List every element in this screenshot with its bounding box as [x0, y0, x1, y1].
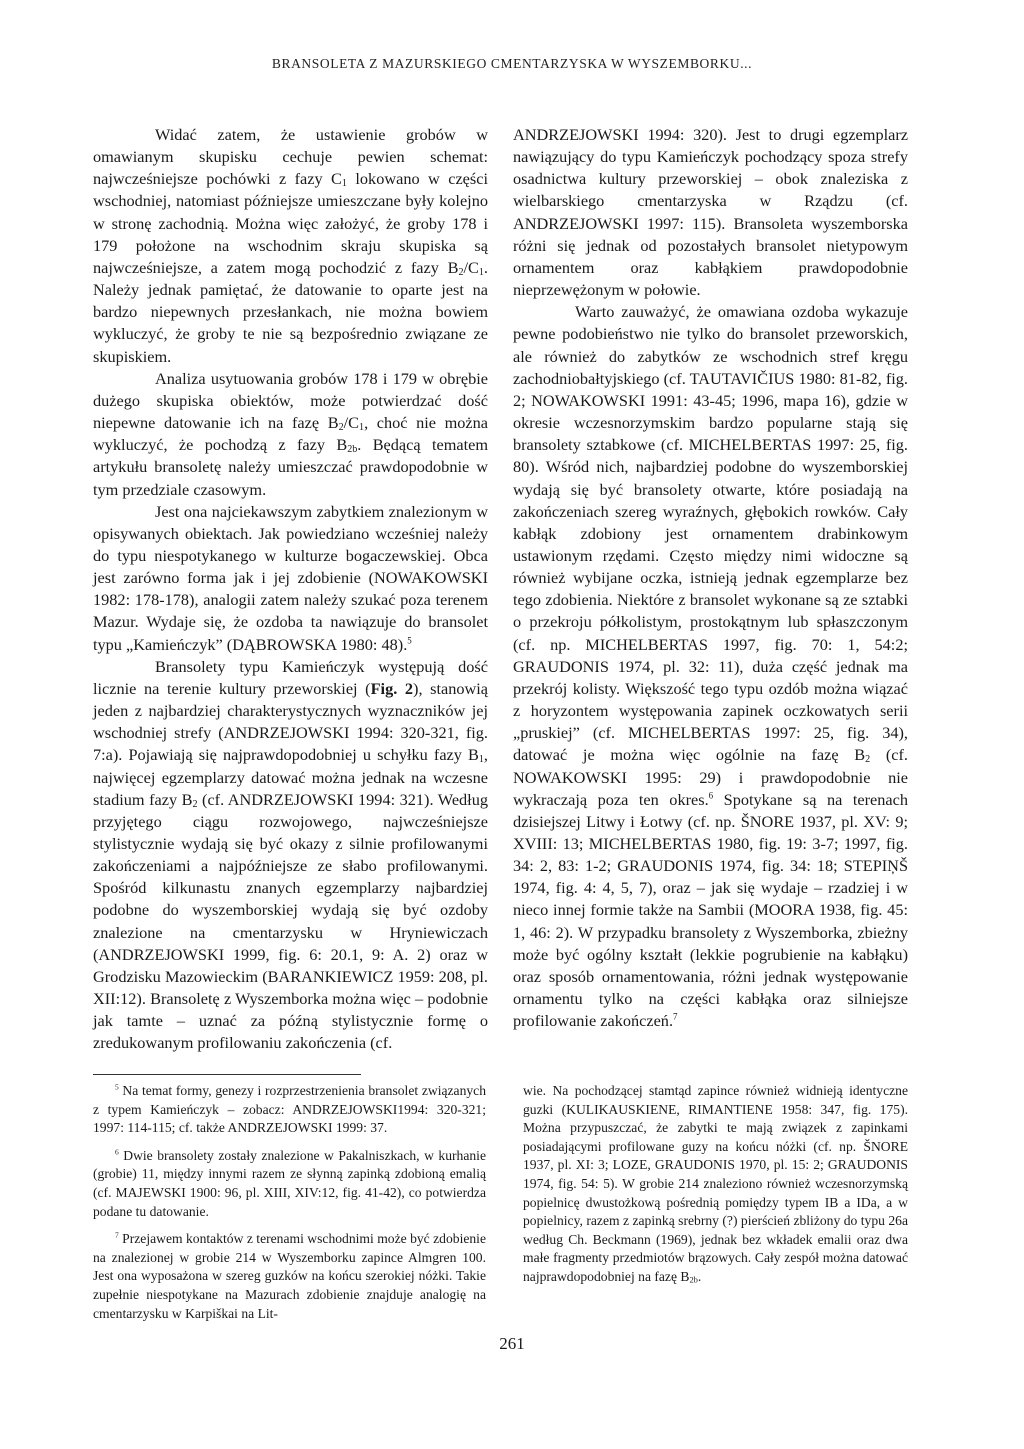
footnote-rule — [93, 1074, 361, 1075]
text-run: . Będącą tematem artykułu bransoletę należy umieszczać prawdopodobnie w tym przedziale czasowym. — [93, 435, 488, 499]
subscript: 2b — [689, 1274, 698, 1285]
text-run: lokowano w części wschodniej, natomiast późniejsze umieszczane były kolejno w stronę zachodnią. Można więc założyć, że groby 178 i 179 położone na wschodnim skraju skupiska są najwcześniejsze, a zatem mogą pochodzić z fazy B — [93, 169, 488, 277]
footnote-number: 7 — [115, 1230, 119, 1240]
right-column — [513, 124, 908, 1032]
text-run: Jest ona najciekawszym zabytkiem znalezionym w opisywanych obiektach. Jak powiedziano wcześniej należy do typu niespotykanego w kulturze bogaczewskiej. Obca jest zarówno forma jak i jej zdobienie (NOWAKOWSKI 1982: 178-178), analogii zatem należy szukać poza terenem Mazur. Wydaje się, że ozdoba ta nawiązuje do bransolet typu „Kamieńczyk” (DĄBROWSKA 1980: 48). — [93, 501, 488, 654]
text-run: /C — [343, 413, 360, 433]
footnote-text: . — [697, 1268, 702, 1284]
text-run: Widać zatem, że ustawienie grobów w omawianym skupisku cechuje pewien schemat: najwcześniejsze pochówki z fazy C — [93, 125, 488, 189]
text-run: , najwięcej egzemplarzy datować można jednak na wczesne stadium fazy B — [93, 745, 488, 809]
paragraph-6 — [513, 301, 908, 1032]
footnote-ref-7[interactable]: 7 — [673, 1011, 678, 1022]
footnote-ref-6[interactable]: 6 — [708, 789, 714, 800]
subscript: 1 — [478, 754, 484, 766]
subscript: 2 — [458, 266, 464, 278]
text-run: /C — [463, 257, 479, 277]
text-run: Analiza usytuowania grobów 178 i 179 w obrębie dużego skupiska obiektów, może potwierdzać dość niepewne datowanie ich na fazę B — [93, 368, 488, 433]
paragraph-2 — [93, 368, 488, 501]
text-run: Spotykane są na terenach dzisiejszej Litwy i Łotwy (cf. np. ŠNORE 1937, pl. XV: 9; XVIII: 13; MICHELBERTAS 1980, fig. 19: 3-7; 1997, fig. 34: 2, 83: 1-2; GRAUDONIS 1974, fig. 34: 18; STEPIŅŠ 1974, fig. 4: 4, 5, 7), oraz – jak się wydaje – rzadziej i w nieco innej formie także na Sambii (MOORA 1938, fig. 45: 1, 46: 2). W przypadku bransolety z Wyszemborka, zbieżny może być ogólny kształt (lekkie pogrubienie na kabłąku) oraz sposób ornamentowania, różni jednak występowanie ornamentu tylko na części kabłąka oraz silniejsze profilowanie zakończeń. — [513, 789, 908, 1031]
footnote-number: 5 — [115, 1082, 119, 1092]
subscript: 1 — [359, 421, 365, 433]
text-run: , choć nie można wykluczyć, że pochodzą z fazy B — [93, 413, 488, 455]
subscript: 1 — [341, 178, 347, 190]
footnote-ref-5[interactable]: 5 — [407, 634, 412, 645]
text-run: . Należy jednak pamiętać, że datowanie to oparte jest na bardzo niepewnych przesłankach, nie można bowiem wykluczyć, że groby te nie są bezpośrednio związane ze skupiskiem. — [93, 257, 488, 366]
paragraph-4 — [93, 656, 488, 1055]
subscript: 1 — [478, 266, 484, 278]
footnote-6 — [93, 1147, 486, 1221]
paragraph-1 — [93, 124, 488, 368]
running-head: BRANSOLETA Z MAZURSKIEGO CMENTARZYSKA W WYSZEMBORKU... — [271, 56, 753, 71]
subscript: 2 — [865, 754, 871, 766]
footnote-7 — [93, 1230, 486, 1323]
figure-ref[interactable]: Fig. 2 — [370, 678, 414, 698]
footnote-text: Dwie bransolety zostały znalezione w Pakalniszkach, w kurhanie (grobie) 11, między innymi razem ze słynną zapinką zdobioną emalią (cf. MAJEWSKI 1900: 96, pl. XIII, XIV:12, fig. 41-42), co potwierdza podane tu datowanie. — [93, 1147, 486, 1219]
text-run: Warto zauważyć, że omawiana ozdoba wykazuje pewne podobieństwo nie tylko do bransolet przeworskich, ale również do zabytków ze wschodnich stref kręgu zachodniobałtyjskiego (cf. TAUTAVIČIUS 1980: 81-82, fig. 2; NOWAKOWSKI 1991: 43-45; 1996, mapa 16), gdzie w okresie wczesnorzymskim bardzo popularne stają się bransolety sztabkowe (cf. MICHELBERTAS 1997: 25, fig. 80). Wśród nich, najbardziej podobne do wyszemborskiej wydają się być bransolety otwarte, które posiadają na zakończeniach szereg wyraźnych, głębokich rowków. Cały kabłąk zdobiony jest ornamentem drabinkowym ustawionym rzędami. Często między nimi widoczne są również wybijane oczka, istnieją jednak egzemplarze bez tego zdobienia. Niektóre z bransolet wykonane są ze sztabki o przekroju półkolistym, prostokątnym lub spłaszczonym (cf. np. MICHELBERTAS 1997, fig. 70: 1, 54:2; GRAUDONIS 1974, pl. 32: 11), duża część jednak ma przekrój kolisty. Większość tego typu ozdób można wiązać z horyzontem występowania zapinek oczkowatych serii „pruskiej” (cf. MICHELBERTAS 1997: 25, fig. 34), datować je można więc ogólnie na fazę B — [513, 302, 908, 765]
footnotes-right — [523, 1082, 908, 1296]
paragraph-5: ANDRZEJOWSKI 1994: 320). Jest to drugi egzemplarz nawiązujący do typu Kamieńczyk pochodzący spoza strefy osadnictwa kultury przeworskiej – obok znaleziska z wielbarskiego cmentarzyska w Rządzu (cf. ANDRZEJOWSKI 1997: 115). Bransoleta wyszemborska różni się jednak od pozostałych bransolet nietypowym ornamentem oraz kabłąkiem prawdopodobnie nieprzewężonym w połowie. — [513, 125, 908, 300]
left-column — [93, 124, 488, 1055]
subscript: 2 — [338, 421, 344, 433]
footnote-number: 6 — [115, 1147, 119, 1157]
footnote-text: Przejawem kontaktów z terenami wschodnimi może być zdobienie na znalezionej w grobie 214 w Wyszemborku zapince Almgren 100. Jest ona wyposażona w szereg guzków na końcu szerokiej nóżki. Takie zupełnie niespotykane na Mazurach zdobienie znajduje analogię na cmentarzysku w Karpiškai na Lit- — [93, 1231, 486, 1321]
text-run: ), stanowią jeden z najbardziej charakterystycznych wyznaczników jej wschodniej strefy (ANDRZEJOWSKI 1994: 320-321, fig. 7:a). Pojawiają się najprawdopodobniej u schyłku fazy B — [93, 678, 489, 765]
text-run: Bransolety typu Kamieńczyk występują dość licznie na terenie kultury przeworskiej ( — [93, 656, 488, 698]
footnote-7-continued — [523, 1082, 908, 1287]
footnotes-left — [93, 1082, 486, 1332]
text-run: (cf. NOWAKOWSKI 1995: 29) i prawdopodobnie nie wykraczają poza ten okres. — [513, 745, 909, 809]
subscript: 2 — [192, 798, 198, 810]
footnote-5 — [93, 1082, 486, 1138]
subscript: 2b — [347, 444, 358, 455]
paragraph-3 — [93, 501, 488, 656]
page-number: 261 — [499, 1334, 525, 1353]
footnote-text: wie. Na pochodzącej stamtąd zapince również widnieją identyczne guzki (KULIKAUSKIENE, RIMANTIENE 1958: 347, fig. 175). Można przypuszczać, że zabytki te mają związek z zapinkami posiadającymi profilowane guzy na końcu nóżki (cf. np. ŠNORE 1937, pl. XI: 3; LOZE, GRAUDONIS 1970, pl. 15: 2; GRAUDONIS 1974, fig. 54: 5). W grobie 214 znaleziono również wczesnorzymską popielnicę dwustożkową pośrednią pomiędzy typem IB a IDa, a w popielnicy, razem z zapinką srebrny (?) pierścień zbliżony do typu 26a według Ch. Beckmann (1969), jednak bez wkładek emalii oraz dwa małe fragmenty przedmiotów brązowych. Cały zespół można datować najprawdopodobniej na fazę B — [523, 1083, 908, 1284]
text-run: (cf. ANDRZEJOWSKI 1994: 321). Według przyjętego ciągu rozwojowego, najwcześniejsze stylistycznie wydają się być okazy z silnie profilowanymi zakończeniami a najpóźniejsze ze słabo profilowanymi. Spośród kilkunastu znanych egzemplarzy najbardziej podobne do wyszemborskiej wydają się być ozdoby znalezione na cmentarzysku w Hryniewiczach (ANDRZEJOWSKI 1999, fig. 6: 20.1, 9: A. 2) oraz w Grodzisku Mazowieckim (BARANKIEWICZ 1959: 208, pl. XII:12). Bransoletę z Wyszemborka można więc – podobnie jak tamte – uznać za późną stylistycznie formę o zredukowanym profilowaniu zakończenia (cf. — [93, 789, 488, 1053]
footnote-text: Na temat formy, genezy i rozprzestrzenienia bransolet związanych z typem Kamieńczyk – zobacz: ANDRZEJOWSKI1994: 320-321; 1997: 114-115; cf. także ANDRZEJOWSKI 1999: 37. — [93, 1083, 486, 1136]
